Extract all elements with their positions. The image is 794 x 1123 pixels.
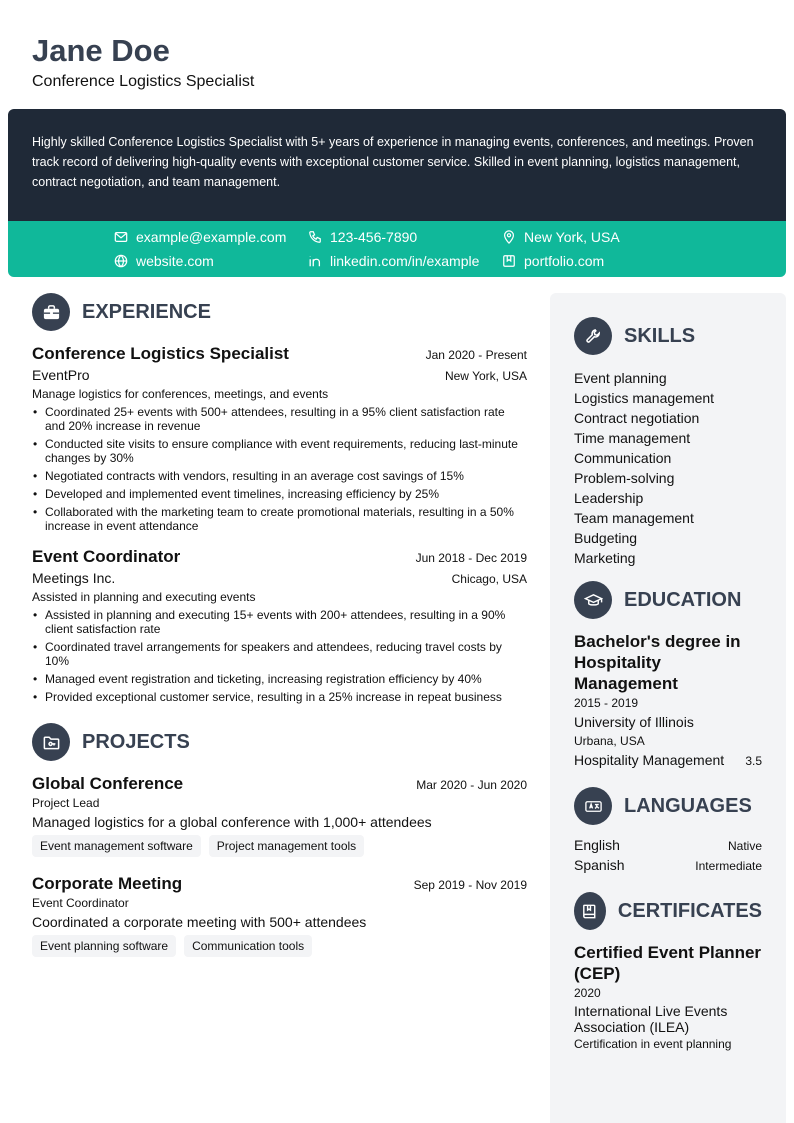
right-column	[550, 293, 786, 1123]
bullet-item: • Provided exceptional customer service, resulting in a 25% increase in repeat business	[32, 690, 527, 704]
wrench-icon	[574, 317, 612, 355]
education-field: Hospitality Management	[574, 752, 725, 768]
language-row	[574, 856, 762, 876]
bullet-item: • Collaborated with the marketing team to create promotional materials, resulting in a 50% increase in event attendance	[32, 505, 527, 533]
mail-icon	[114, 230, 128, 244]
project-title: Corporate Meeting	[32, 874, 183, 893]
job-dates: Jun 2018 - Dec 2019	[415, 551, 527, 565]
languages-heading	[574, 787, 762, 825]
job-location: Chicago, USA	[451, 572, 527, 586]
certificate-name: Certified Event Planner (CEP)	[574, 943, 762, 983]
bullet-item: • Negotiated contracts with vendors, resulting in an average cost savings of 15%	[32, 469, 527, 483]
linkedin-text: linkedin.com/in/example	[330, 253, 480, 269]
project-tags	[32, 935, 527, 957]
tag: Project management tools	[209, 835, 364, 857]
job-description: Manage logistics for conferences, meetings, and events	[32, 387, 329, 401]
candidate-title: Conference Logistics Specialist	[32, 73, 255, 90]
job-bullets	[32, 608, 527, 704]
education-title: EDUCATION	[624, 588, 742, 611]
bullet-item: • Conducted site visits to ensure compliance with event requirements, reducing last-minute changes by 30%	[32, 437, 527, 465]
contact-linkedin[interactable]	[308, 253, 479, 269]
skill-item: Leadership	[574, 490, 644, 506]
job-bullets	[32, 405, 527, 533]
languages-section	[574, 787, 762, 876]
project-role: Event Coordinator	[32, 896, 129, 910]
skill-item: Communication	[574, 450, 672, 466]
bullet-item: • Developed and implemented event timelines, increasing efficiency by 25%	[32, 487, 527, 501]
location-pin-icon	[502, 230, 516, 244]
certificates-heading	[574, 892, 762, 930]
briefcase-icon	[32, 293, 70, 331]
skill-item: Problem-solving	[574, 470, 675, 486]
job-description: Assisted in planning and executing events	[32, 590, 256, 604]
job-title: Event Coordinator	[32, 547, 181, 566]
graduation-cap-icon	[574, 581, 612, 619]
language-level: Intermediate	[695, 859, 762, 873]
experience-title: EXPERIENCE	[82, 300, 211, 323]
education-location: Urbana, USA	[574, 734, 645, 748]
project-tags	[32, 835, 527, 857]
candidate-name: Jane Doe	[32, 33, 170, 68]
bullet-item: • Coordinated 25+ events with 500+ attendees, resulting in a 95% client satisfaction rate and 20% increase in revenue	[32, 405, 527, 433]
certificates-title: CERTIFICATES	[617, 899, 762, 922]
contact-bar	[8, 221, 786, 277]
projects-title: PROJECTS	[82, 730, 190, 753]
skill-item: Logistics management	[574, 390, 715, 406]
portfolio-icon	[502, 254, 516, 268]
certificates-section	[574, 892, 762, 1054]
location-text: New York, USA	[524, 229, 620, 245]
education-school: University of Illinois	[574, 714, 694, 730]
project-description: Coordinated a corporate meeting with 500+ attendees	[32, 914, 367, 930]
certificate-year: 2020	[574, 986, 601, 1000]
project-dates: Mar 2020 - Jun 2020	[416, 778, 527, 792]
projects-heading	[32, 723, 527, 761]
skill-item: Budgeting	[574, 530, 638, 546]
skill-item: Time management	[574, 430, 691, 446]
project-title: Global Conference	[32, 774, 184, 793]
contact-location	[502, 229, 620, 245]
certificate-issuer: International Live Events Association (ILEA)	[574, 1003, 728, 1035]
education-section	[574, 581, 762, 771]
bullet-item: • Coordinated travel arrangements for speakers and attendees, reducing travel costs by 10%	[32, 640, 527, 668]
tag: Event management software	[32, 835, 201, 857]
skill-item: Event planning	[574, 370, 667, 386]
job-company: EventPro	[32, 367, 90, 383]
contact-portfolio[interactable]	[502, 253, 604, 269]
tag: Event planning software	[32, 935, 176, 957]
languages-title: LANGUAGES	[624, 794, 752, 817]
language-level: Native	[727, 839, 762, 853]
job-dates: Jan 2020 - Present	[425, 348, 527, 362]
job-company: Meetings Inc.	[32, 570, 116, 586]
contact-phone[interactable]	[308, 229, 417, 245]
job-location: New York, USA	[444, 369, 527, 383]
education-degree: Bachelor's degree in Hospitality Management	[574, 632, 741, 693]
globe-icon	[114, 254, 128, 268]
skills-title: SKILLS	[624, 324, 696, 347]
job-title: Conference Logistics Specialist	[32, 344, 289, 363]
project-dates: Sep 2019 - Nov 2019	[413, 878, 527, 892]
skills-list	[574, 368, 762, 568]
website-text: website.com	[136, 253, 214, 269]
certificate-description: Certification in event planning	[574, 1037, 732, 1051]
job-entry	[32, 546, 527, 704]
language-name: English	[574, 837, 620, 853]
contact-website[interactable]	[114, 253, 214, 269]
job-entry	[32, 343, 527, 533]
skill-item: Team management	[574, 510, 694, 526]
tag: Communication tools	[184, 935, 312, 957]
summary-section	[8, 109, 786, 221]
bullet-item: • Assisted in planning and executing 15+ events with 200+ attendees, resulting in a 90% client satisfaction rate	[32, 608, 527, 636]
project-entry	[32, 873, 527, 957]
skills-heading	[574, 317, 762, 355]
project-description: Managed logistics for a global conference with 1,000+ attendees	[32, 814, 432, 830]
education-gpa: 3.5	[745, 754, 762, 768]
contact-email[interactable]	[114, 229, 286, 245]
education-heading	[574, 581, 762, 619]
skill-item: Contract negotiation	[574, 410, 700, 426]
language-icon	[574, 787, 612, 825]
education-years: 2015 - 2019	[574, 696, 639, 710]
skill-item: Marketing	[574, 550, 636, 566]
project-role: Project Lead	[32, 796, 100, 810]
portfolio-text: portfolio.com	[524, 253, 605, 269]
phone-icon	[308, 230, 322, 244]
phone-text: 123-456-7890	[330, 229, 418, 245]
resume-header	[32, 32, 254, 91]
email-text: example@example.com	[136, 229, 287, 245]
language-row	[574, 836, 762, 856]
linkedin-icon	[308, 254, 322, 268]
bullet-item: • Managed event registration and ticketing, increasing registration efficiency by 40%	[32, 672, 527, 686]
summary-text: Highly skilled Conference Logistics Specialist with 5+ years of experience in managing events, conferences, and meetings. Proven track record of delivering high-quality events with exceptional customer service. Skilled in event planning, logistics management, contract negotiation, and team management.	[32, 135, 754, 189]
language-name: Spanish	[574, 857, 625, 873]
left-column	[32, 293, 527, 957]
project-entry	[32, 773, 527, 857]
languages-list	[574, 836, 762, 876]
folder-icon	[32, 723, 70, 761]
certificate-book-icon	[574, 892, 606, 930]
experience-heading	[32, 293, 527, 331]
skills-section	[574, 317, 762, 568]
